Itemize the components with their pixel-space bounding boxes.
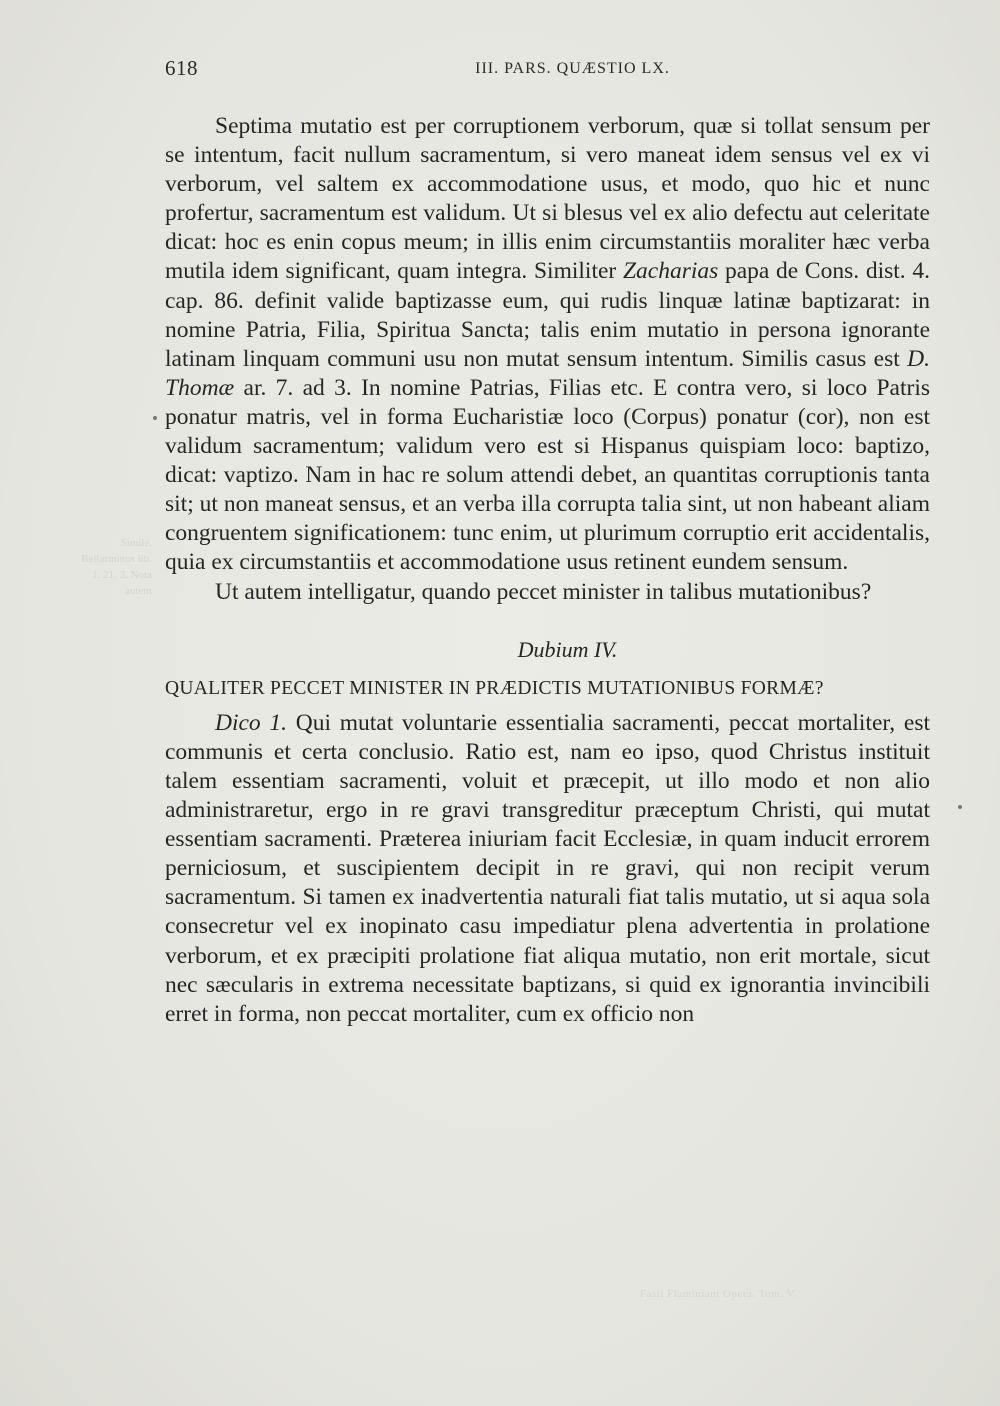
running-head: III. PARS. QUÆSTIO LX. bbox=[475, 60, 670, 77]
paragraph-septima-mutatio bbox=[165, 112, 930, 578]
page-number: 618 bbox=[165, 56, 198, 80]
print-speck bbox=[958, 805, 962, 809]
paragraph-ut-autem: Ut autem intelligatur, quando peccet minister in talibus mutationibus? bbox=[215, 578, 872, 605]
paragraph-text: papa de Cons. dist. 4. cap. 86. definit valide baptizasse eum, qui rudis linquæ latinæ baptizarat: in nomine Patria, Filia, Spiritua Sancta; talis enim mutatio in persona ignorante latinam linquam communi usu non mutat sensum intentum. Similis casus est bbox=[165, 258, 930, 372]
paragraph-dico-1 bbox=[165, 709, 930, 1029]
italic-name-zacharias: Zacharias bbox=[622, 258, 719, 285]
paragraph-text: Qui mutat voluntarie essentialia sacramenti, peccat mortaliter, est communis et certa conclusio. Ratio est, nam eo ipso, quod Christus instituit talem essentiam sacramenti, voluit et præcepit, ut illo modo et non alio administraretur, ergo in re gravi transgreditur præceptum Christi, qui mutat essentiam sacramenti. Præterea iniuriam facit Ecclesiæ, in quam inducit errorem perniciosum, et suscipientem decipit in re gravi, qui non recipit verum sacramentum. Si tamen ex inadvertentia naturali fiat talis mutatio, ut si aqua sola consecretur vel ex inopinato casu impediatur plena advertentia in prolatione verborum, et ex præcipiti prolatione fiat aliqua mutatio, non erit mortale, sicut nec sæcularis in extrema necessitate baptizans, si quid ex ignorantia invincibili erret in forma, non peccat mortaliter, cum ex officio non bbox=[165, 709, 930, 1027]
paragraph-text: Septima mutatio est per corruptionem verborum, quæ si tollat sensum per se intentum, facit nullum sacramentum, si vero maneat idem sensus vel ex vi verborum, vel saltem ex accommodatione usus, et modo, quo hic et nunc profertur, sacramentum est validum. Ut si blesus vel ex alio defectu aut celeritate dicat: hoc es enin copus meum; in illis enim circumstantiis moraliter hæc verba mutila idem significant, quam integra. Similiter bbox=[165, 113, 930, 285]
body-text bbox=[165, 112, 930, 1029]
dico-label: Dico 1. bbox=[215, 709, 288, 736]
section-heading-dubium: Dubium IV. bbox=[517, 636, 618, 662]
margin-note-show-through: Simile. Bellarminus lib. 1. 21. 3. Nota autem bbox=[81, 537, 152, 597]
section-question-heading: QUALITER PECCET MINISTER IN PRÆDICTIS MUTATIONIBUS FORMÆ? bbox=[165, 677, 824, 699]
italic-name-thomae: D. Thomæ bbox=[165, 345, 930, 401]
show-through-footer: Fasti Flaminiani Opera. Tom. V. bbox=[640, 1288, 797, 1300]
print-speck bbox=[153, 416, 157, 420]
paragraph-text: ar. 7. ad 3. In nomine Patrias, Filias etc. E contra vero, si loco Patris ponatur matris, vel in forma Eucharistiæ loco (Corpus) ponatur (cor), non est validum sacramentum; validum vero est si Hispanus quispiam loco: baptizo, dicat: vaptizo. Nam in hac re solum attendi debet, an quantitas corruptionis tanta sit; ut non maneat sensus, et an verba illa corrupta talia sint, ut non habeant aliam congruentem significationem: tunc enim, ut plurimum corruptio erit accidentalis, quia ex circumstantiis et accommodatione usus retinent eundem sensum. bbox=[165, 374, 930, 576]
page-header bbox=[165, 56, 930, 86]
